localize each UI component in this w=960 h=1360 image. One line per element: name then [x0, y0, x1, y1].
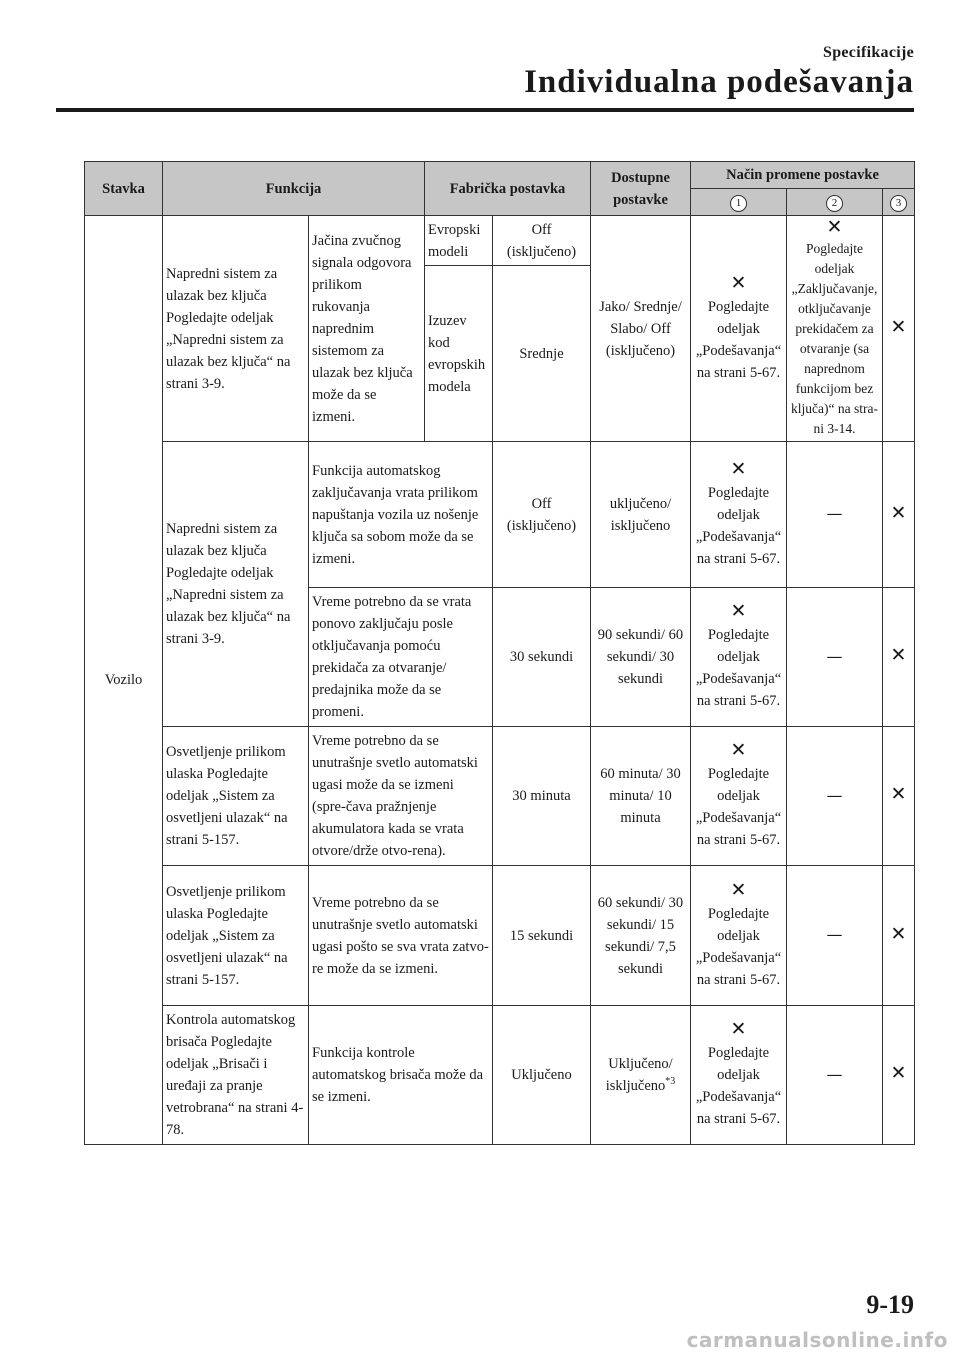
- method-2-cell: [787, 588, 883, 727]
- method-1-cell: [691, 1006, 787, 1145]
- dash-mark: —: [826, 1064, 843, 1084]
- method-1-cell: [691, 866, 787, 1006]
- method-2-header: [787, 189, 883, 216]
- item-cell: Napredni sistem za ulazak bez ključa Pogledajte odeljak „Napredni sistem za ulazak bez ključa“ na strani 3-9.: [163, 216, 309, 442]
- available-text: Uključeno/ isključeno: [605, 1056, 673, 1094]
- x-mark-icon: ✕: [890, 315, 907, 338]
- method-2-badge: 2: [826, 195, 843, 212]
- dash-mark: —: [826, 925, 843, 944]
- item-cell: Kontrola automatskog brisača Pogledajte odeljak „Brisači i uređaji za pranje vetrobrana“ na strani 4-78.: [163, 1006, 309, 1145]
- watermark: carmanualsonline.info: [686, 1328, 948, 1352]
- method-1-cell: [691, 727, 787, 866]
- method-3-header: [883, 189, 915, 216]
- col-header-nacin: Način promene postavke: [691, 162, 915, 189]
- table-row: [85, 216, 915, 266]
- item-cell: Osvetljenje prilikom ulaska Pogledajte odeljak „Sistem za osvetljeni ulazak“ na strani 5-157.: [163, 866, 309, 1006]
- function-cell: Vreme potrebno da se vrata ponovo zaključaju posle otključavanja pomoću prekidača za otvaranje/ predajnika može da se promeni.: [309, 588, 493, 727]
- settings-table: [84, 161, 915, 1145]
- footnote-marker: *3: [665, 1076, 676, 1088]
- method-1-cell: [691, 216, 787, 442]
- function-cell: Jačina zvučnog signala odgovora prilikom rukovanja naprednim sistemom za ulazak bez ključa može da se izmeni.: [309, 216, 425, 442]
- section-label: Specifikacije: [823, 44, 914, 61]
- function-cell: Funkcija automatskog zaključavanja vrata prilikom napuštanja vozila uz nošenje ključa sa sobom može da se izmeni.: [309, 442, 493, 588]
- x-mark-icon: ✕: [730, 600, 747, 622]
- method-1-cell: [691, 588, 787, 727]
- method-2-cell: [787, 1006, 883, 1145]
- method-2-cell: [787, 727, 883, 866]
- method-3-cell: [883, 727, 915, 866]
- x-mark-icon: ✕: [826, 216, 843, 238]
- available-cell: 90 sekundi/ 60 sekundi/ 30 sekundi: [591, 588, 691, 727]
- method-2-cell: [787, 216, 883, 442]
- item-cell: Napredni sistem za ulazak bez ključa Pogledajte odeljak „Napredni sistem za ulazak bez ključa“ na strani 3-9.: [163, 442, 309, 727]
- table-row: [85, 442, 915, 588]
- method-1-ref: Pogledajte odeljak „Podešavanja“ na strani 5-67.: [695, 484, 782, 567]
- method-3-cell: [883, 216, 915, 442]
- available-cell: 60 minuta/ 30 minuta/ 10 minuta: [591, 727, 691, 866]
- dash-mark: —: [826, 504, 843, 523]
- method-1-ref: Pogledajte odeljak „Podešavanja“ na strani 5-67.: [695, 298, 782, 381]
- method-3-cell: [883, 866, 915, 1006]
- x-mark-icon: ✕: [890, 922, 907, 945]
- function-cell: Funkcija kontrole automatskog brisača može da se izmeni.: [309, 1006, 493, 1145]
- col-header-funkcija: Funkcija: [163, 162, 425, 216]
- method-1-badge: 1: [730, 195, 747, 212]
- table-row: [85, 727, 915, 866]
- x-mark-icon: ✕: [730, 1018, 747, 1040]
- method-1-ref: Pogledajte odeljak „Podešavanja“ na strani 5-67.: [695, 627, 782, 709]
- x-mark-icon: ✕: [730, 457, 747, 480]
- method-3-cell: [883, 1006, 915, 1145]
- x-mark-icon: ✕: [730, 739, 747, 761]
- method-2-cell: [787, 866, 883, 1006]
- dash-mark: —: [826, 646, 843, 666]
- available-cell: uključeno/ isključeno: [591, 442, 691, 588]
- subvariant-cell: Izuzev kod evropskih modela: [425, 266, 493, 442]
- x-mark-icon: ✕: [890, 501, 907, 524]
- table-row: [85, 866, 915, 1006]
- method-2-ref: Pogledajte odeljak „Zaključavanje, otključavanje prekidačem za otvaranje (sa naprednom funkcijom bez ključa)“ na stra-ni 3-14.: [791, 241, 878, 436]
- method-1-ref: Pogledajte odeljak „Podešavanja“ na strani 5-67.: [695, 905, 782, 988]
- x-mark-icon: ✕: [890, 644, 907, 666]
- available-cell: Jako/ Srednje/ Slabo/ Off (isključeno): [591, 216, 691, 442]
- method-3-cell: [883, 442, 915, 588]
- method-1-ref: Pogledajte odeljak „Podešavanja“ na strani 5-67.: [695, 1045, 782, 1127]
- col-header-fabricka: Fabrička postavka: [425, 162, 591, 216]
- method-1-ref: Pogledajte odeljak „Podešavanja“ na strani 5-67.: [695, 766, 782, 848]
- function-cell: Vreme potrebno da se unutrašnje svetlo automatski ugasi pošto se sva vrata zatvo-re može da se izmeni.: [309, 866, 493, 1006]
- x-mark-icon: ✕: [890, 783, 907, 805]
- table-row: [85, 1006, 915, 1145]
- default-cell: Uključeno: [493, 1006, 591, 1145]
- default-cell: 30 minuta: [493, 727, 591, 866]
- method-1-cell: [691, 442, 787, 588]
- item-cell: Osvetljenje prilikom ulaska Pogledajte odeljak „Sistem za osvetljeni ulazak“ na strani 5-157.: [163, 727, 309, 866]
- default-cell: 15 sekundi: [493, 866, 591, 1006]
- method-1-header: [691, 189, 787, 216]
- group-cell-vozilo: Vozilo: [85, 216, 163, 1145]
- header-rule: [56, 108, 914, 112]
- x-mark-icon: ✕: [890, 1062, 907, 1084]
- default-cell: Srednje: [493, 266, 591, 442]
- dash-mark: —: [826, 785, 843, 805]
- method-3-cell: [883, 588, 915, 727]
- x-mark-icon: ✕: [730, 878, 747, 901]
- method-3-badge: 3: [890, 195, 907, 212]
- page-title: Individualna podešavanja: [524, 64, 914, 100]
- page-number: 9-19: [866, 1290, 914, 1319]
- default-cell: 30 sekundi: [493, 588, 591, 727]
- default-cell: Off (isključeno): [493, 442, 591, 588]
- header-row: [85, 162, 915, 189]
- available-cell: [591, 1006, 691, 1145]
- default-cell: Off (isključeno): [493, 216, 591, 266]
- method-2-cell: [787, 442, 883, 588]
- function-cell: Vreme potrebno da se unutrašnje svetlo automatski ugasi može da se izmeni (spre-čava pražnjenje akumulatora kada se vrata otvore/drže otvo-rena).: [309, 727, 493, 866]
- col-header-dostupne: Dostupne postavke: [591, 162, 691, 216]
- col-header-stavka: Stavka: [85, 162, 163, 216]
- subvariant-cell: Evropski modeli: [425, 216, 493, 266]
- x-mark-icon: ✕: [730, 271, 747, 294]
- available-cell: 60 sekundi/ 30 sekundi/ 15 sekundi/ 7,5 sekundi: [591, 866, 691, 1006]
